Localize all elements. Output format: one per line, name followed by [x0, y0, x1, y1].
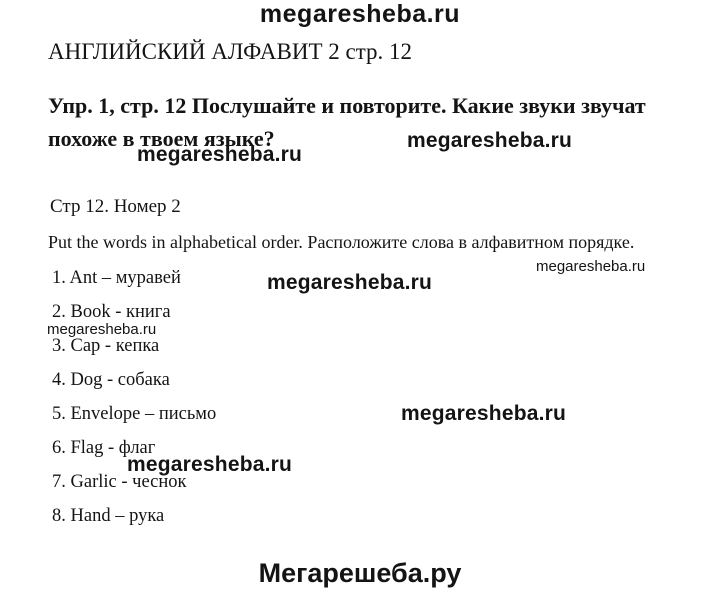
word-list-item: 6. Flag - флаг — [52, 438, 156, 458]
word-list-item: 5. Envelope – письмо — [52, 404, 217, 424]
watermark-left-small: megaresheba.ru — [47, 321, 157, 338]
word-list-item: 1. Ant – муравей — [52, 268, 181, 288]
task-instruction: Put the words in alphabetical order. Расположите слова в алфавитном порядке. — [48, 232, 635, 252]
site-logo-footer: Мегарешеба.ру — [258, 558, 462, 588]
watermark-center: megaresheba.ru — [267, 271, 433, 294]
word-list-item: 7. Garlic - чеснок — [52, 472, 187, 492]
watermark-right-small: megaresheba.ru — [536, 258, 646, 275]
word-list-item: 3. Cap - кепка — [52, 336, 160, 356]
section-label: Стр 12. Номер 2 — [50, 196, 181, 217]
watermark-upper-right: megaresheba.ru — [407, 129, 573, 152]
watermark-lower-left: megaresheba.ru — [127, 453, 293, 476]
watermark-upper-left: megaresheba.ru — [137, 143, 303, 166]
word-list-item: 4. Dog - собака — [52, 370, 170, 390]
exercise-heading-line1: Упр. 1, стр. 12 Послушайте и повторите. Какие звуки звучат — [48, 93, 646, 118]
word-list-item: 2. Book - книга — [52, 302, 171, 322]
document-title: АНГЛИЙСКИЙ АЛФАВИТ 2 стр. 12 — [48, 39, 413, 64]
watermark-mid-right: megaresheba.ru — [401, 402, 567, 425]
word-list-item: 8. Hand – рука — [52, 506, 165, 526]
exercise-heading-line2: похоже в твоем языке? — [48, 126, 275, 151]
site-watermark-header: megaresheba.ru — [259, 0, 461, 28]
